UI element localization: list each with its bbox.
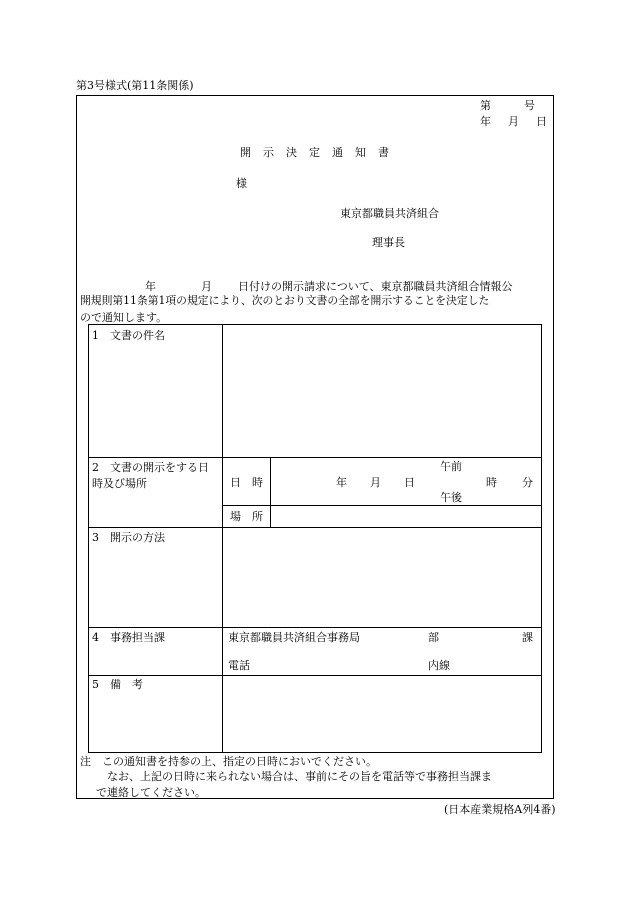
note-line3: で連絡してください。 — [96, 786, 206, 799]
am-label: 午前 — [440, 460, 462, 473]
document-date-label: 年 月 日 — [480, 115, 550, 128]
row-document-name-label: 1 文書の件名 — [92, 329, 165, 342]
form-frame — [76, 95, 554, 799]
intro-year-label: 年 — [145, 280, 156, 293]
place-label: 場 所 — [230, 510, 263, 523]
intro-line2: 開規則第11条第1項の規定により、次のとおり文書の全部を開示することを決定した — [80, 294, 490, 307]
office-name: 東京都職員共済組合事務局 — [228, 631, 360, 644]
document-number-label: 第 号 — [480, 99, 535, 112]
section-label: 課 — [522, 631, 533, 644]
paper-size-note: (日本産業規格A列4番) — [444, 803, 556, 816]
row-datetime-place-label-1: 2 文書の開示をする日 — [92, 461, 209, 474]
note-line1: 注 この通知書を持参の上、指定の日時においでください。 — [80, 755, 377, 768]
datetime-label: 日 時 — [230, 476, 263, 489]
sender-role: 理事長 — [372, 236, 405, 249]
note-line2: なお、上記の日時に来られない場合は、事前にその旨を電話等で事務担当課ま — [96, 770, 492, 783]
row-method-label: 3 開示の方法 — [92, 531, 165, 544]
intro-line3: ので通知します。 — [80, 311, 168, 324]
time-hour-label: 時 — [486, 476, 497, 489]
row-remarks-label: 5 備 考 — [92, 678, 143, 691]
extension-label: 内線 — [428, 659, 450, 672]
intro-month-label: 月 — [201, 280, 212, 293]
row-datetime-place-label-2: 時及び場所 — [92, 477, 147, 490]
time-minute-label: 分 — [522, 476, 533, 489]
page-title: 開示決定通知書 — [240, 146, 401, 159]
row-office-label: 4 事務担当課 — [92, 631, 165, 644]
date-month-label: 月 — [370, 476, 381, 489]
date-day-label: 日 — [404, 476, 415, 489]
recipient-suffix: 様 — [236, 177, 247, 190]
intro-line1: 日付けの開示請求について、東京都職員共済組合情報公 — [238, 280, 513, 293]
sender-org: 東京都職員共済組合 — [340, 207, 439, 220]
dept-label: 部 — [428, 631, 439, 644]
form-label: 第3号様式(第11条関係) — [76, 79, 194, 92]
pm-label: 午後 — [440, 491, 462, 504]
date-year-label: 年 — [336, 476, 347, 489]
phone-label: 電話 — [228, 659, 250, 672]
